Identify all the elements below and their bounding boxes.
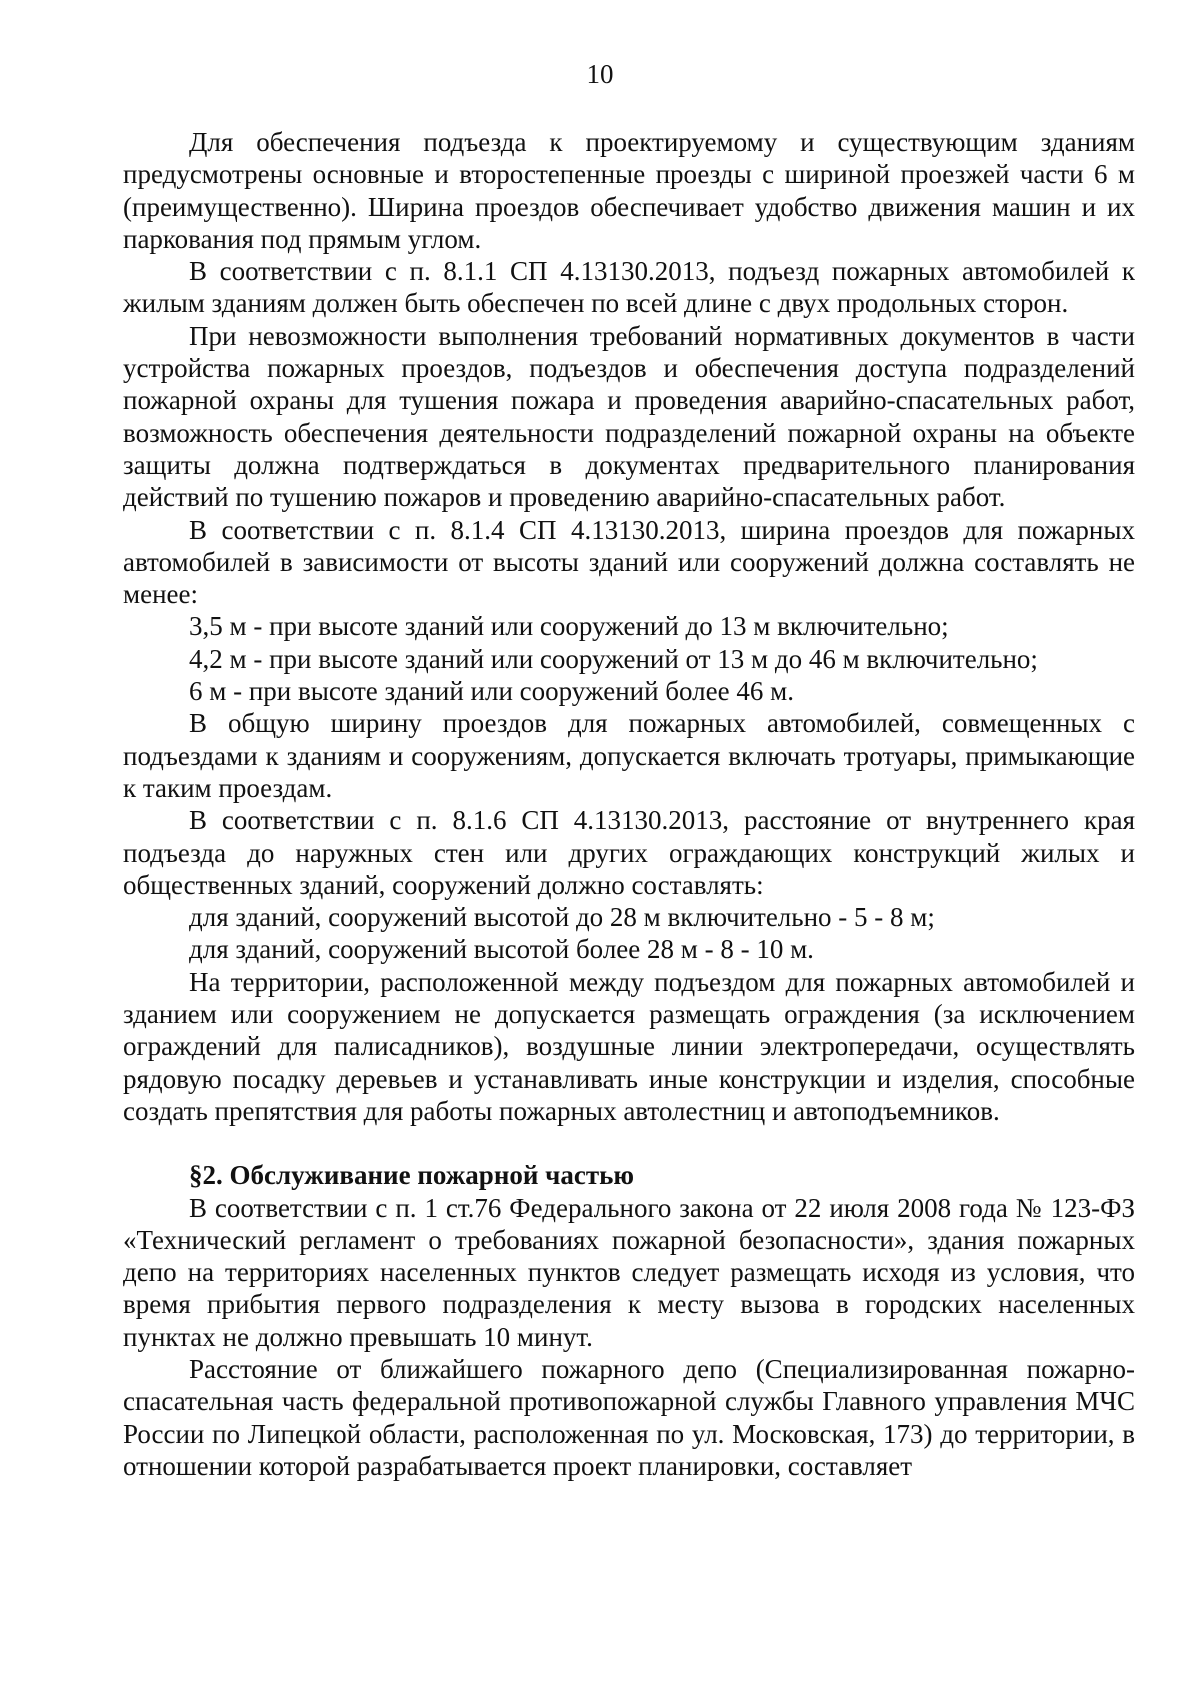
list-item-distance-2: для зданий, сооружений высотой более 28 м - 8 - 10 м. (189, 934, 814, 965)
paragraph-road-access: Для обеспечения подъезда к проектируемому и существующим зданиям предусмотрены основные и второстепенные проезды с шириной проезжей части 6 м (преимущественно). Ширина проездов обеспечивает удобство движения машин и их паркования под прямым углом. (123, 127, 1135, 254)
document-body (123, 126, 1135, 1482)
paragraph-nearest-fire-station: Расстояние от ближайшего пожарного депо (Специализированная пожарно-спасательная часть федеральной противопожарной службы Главного управления МЧС России по Липецкой области, расположенная по ул. Московская, 173) до территории, в отношении которой разрабатывается проект планировки, составляет (123, 1353, 1135, 1481)
list-item-width-3: 6 м - при высоте зданий или сооружений более 46 м. (189, 676, 794, 707)
paragraph-federal-law: В соответствии с п. 1 ст.76 Федерального закона от 22 июля 2008 года № 123-ФЗ «Технический регламент о требованиях пожарной безопасности», здания пожарных депо на территориях населенных пунктов следует размещать исходя из условия, что время прибытия первого подразделения к месту вызова в городских населенных пунктах не должно превышать 10 минут. (123, 1192, 1135, 1352)
paragraph-distance-to-walls: В соответствии с п. 8.1.6 СП 4.13130.2013, расстояние от внутреннего края подъезда до наружных стен или других ограждающих конструкций жилых и общественных зданий, сооружений должно составлять: (123, 805, 1135, 900)
paragraph-passage-width: В соответствии с п. 8.1.4 СП 4.13130.2013, ширина проездов для пожарных автомобилей в зависимости от высоты зданий или сооружений должна составлять не менее: (123, 514, 1135, 610)
list-item-width-1: 3,5 м - при высоте зданий или сооружений до 13 м включительно; (189, 611, 949, 642)
section-heading: §2. Обслуживание пожарной частью (189, 1160, 635, 1191)
paragraph-obstacle-restrictions: На территории, расположенной между подъездом для пожарных автомобилей и зданием или сооружением не допускается размещать ограждения (за исключением ограждений для палисадников), воздушные линии электропередачи, осуществлять рядовую посадку деревьев и устанавливать иные конструкции и изделия, способные создать препятствия для работы пожарных автолестниц и автоподъемников. (123, 966, 1135, 1126)
paragraph-fire-truck-access: В соответствии с п. 8.1.1 СП 4.13130.2013, подъезд пожарных автомобилей к жилым зданиям должен быть обеспечен по всей длине с двух продольных сторон. (123, 256, 1135, 319)
list-item-width-2: 4,2 м - при высоте зданий или сооружений от 13 м до 46 м включительно; (189, 643, 1038, 674)
paragraph-requirements-exception: При невозможности выполнения требований нормативных документов в части устройства пожарных проездов, подъездов и обеспечения доступа подразделений пожарной охраны для тушения пожара и проведения аварийно-спасательных работ, возможность обеспечения деятельности подразделений пожарной охраны на объекте защиты должна подтверждаться в документах предварительного планирования действий по тушению пожаров и проведению аварийно-спасательных работ. (123, 320, 1135, 513)
page-number: 10 (586, 59, 614, 89)
paragraph-sidewalks: В общую ширину проездов для пожарных автомобилей, совмещенных с подъездами к зданиям и сооружениям, допускается включать тротуары, примыкающие к таким проездам. (123, 708, 1135, 803)
list-item-distance-1: для зданий, сооружений высотой до 28 м включительно - 5 - 8 м; (189, 902, 935, 933)
